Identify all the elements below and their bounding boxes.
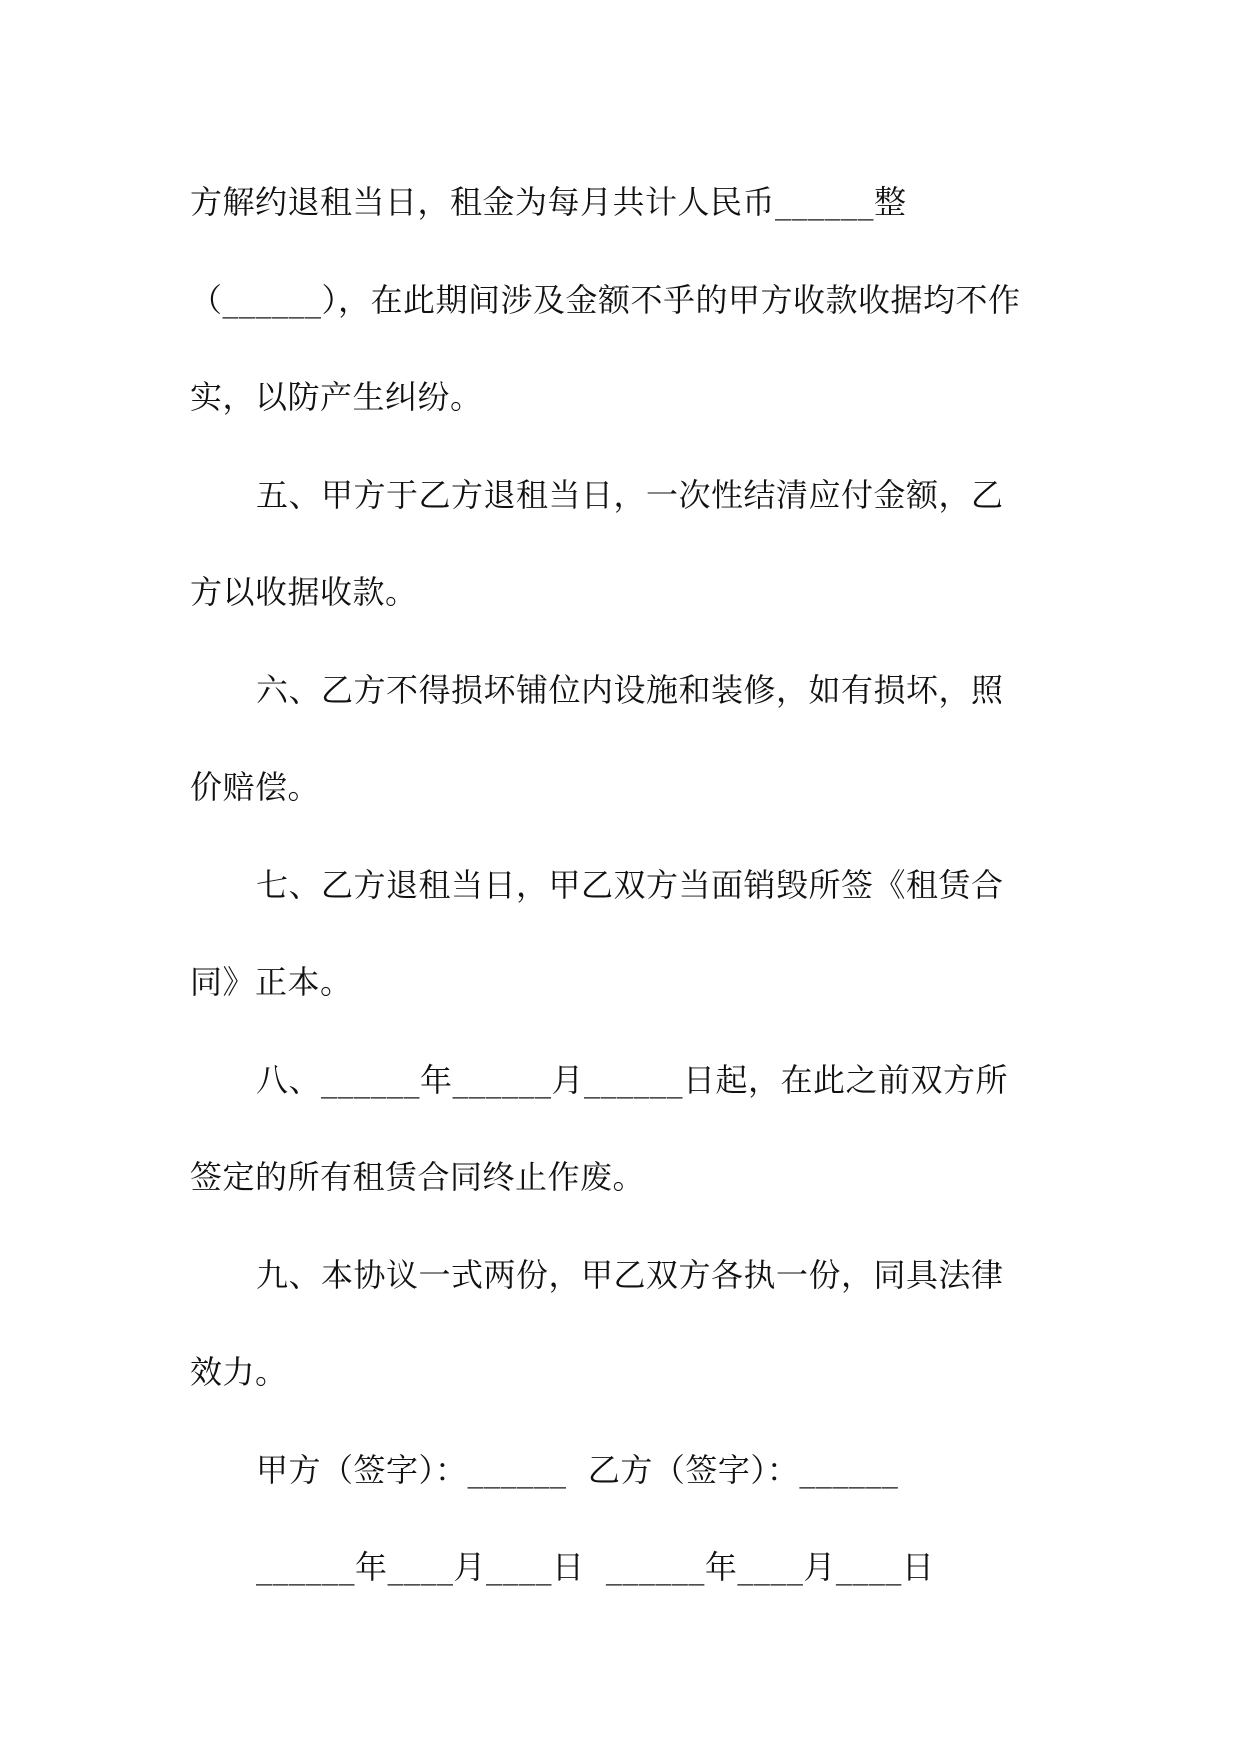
clause-7-line-1: 七、乙方退租当日，甲乙双方当面销毁所签《租赁合 [256, 866, 1004, 904]
signature-line: 甲方（签字）：______ 乙方（签字）：______ [256, 1451, 899, 1489]
clause-5-line-2: 方以收据收款。 [190, 573, 418, 611]
clause-5-line-1: 五、甲方于乙方退租当日，一次性结清应付金额，乙 [256, 476, 1004, 514]
clause-9-line-1: 九、本协议一式两份，甲乙双方各执一份，同具法律 [256, 1256, 1004, 1294]
date-line: ______年____月____日 ______年____月____日 [256, 1548, 935, 1586]
clause-7-line-2: 同》正本。 [190, 963, 353, 1001]
text-line-1: 方解约退租当日，租金为每月共计人民币______整 [190, 183, 907, 221]
clause-9-line-2: 效力。 [190, 1353, 288, 1391]
text-line-3: 实，以防产生纠纷。 [190, 378, 483, 416]
clause-6-line-1: 六、乙方不得损坏铺位内设施和装修，如有损坏，照 [256, 671, 1004, 709]
clause-8-line-1: 八、______年______月______日起，在此之前双方所 [256, 1061, 1009, 1099]
clause-8-line-2: 签定的所有租赁合同终止作废。 [190, 1158, 646, 1196]
text-line-2: （______），在此期间涉及金额不乎的甲方收款收据均不作 [190, 281, 1021, 319]
clause-6-line-2: 价赔偿。 [190, 768, 321, 806]
